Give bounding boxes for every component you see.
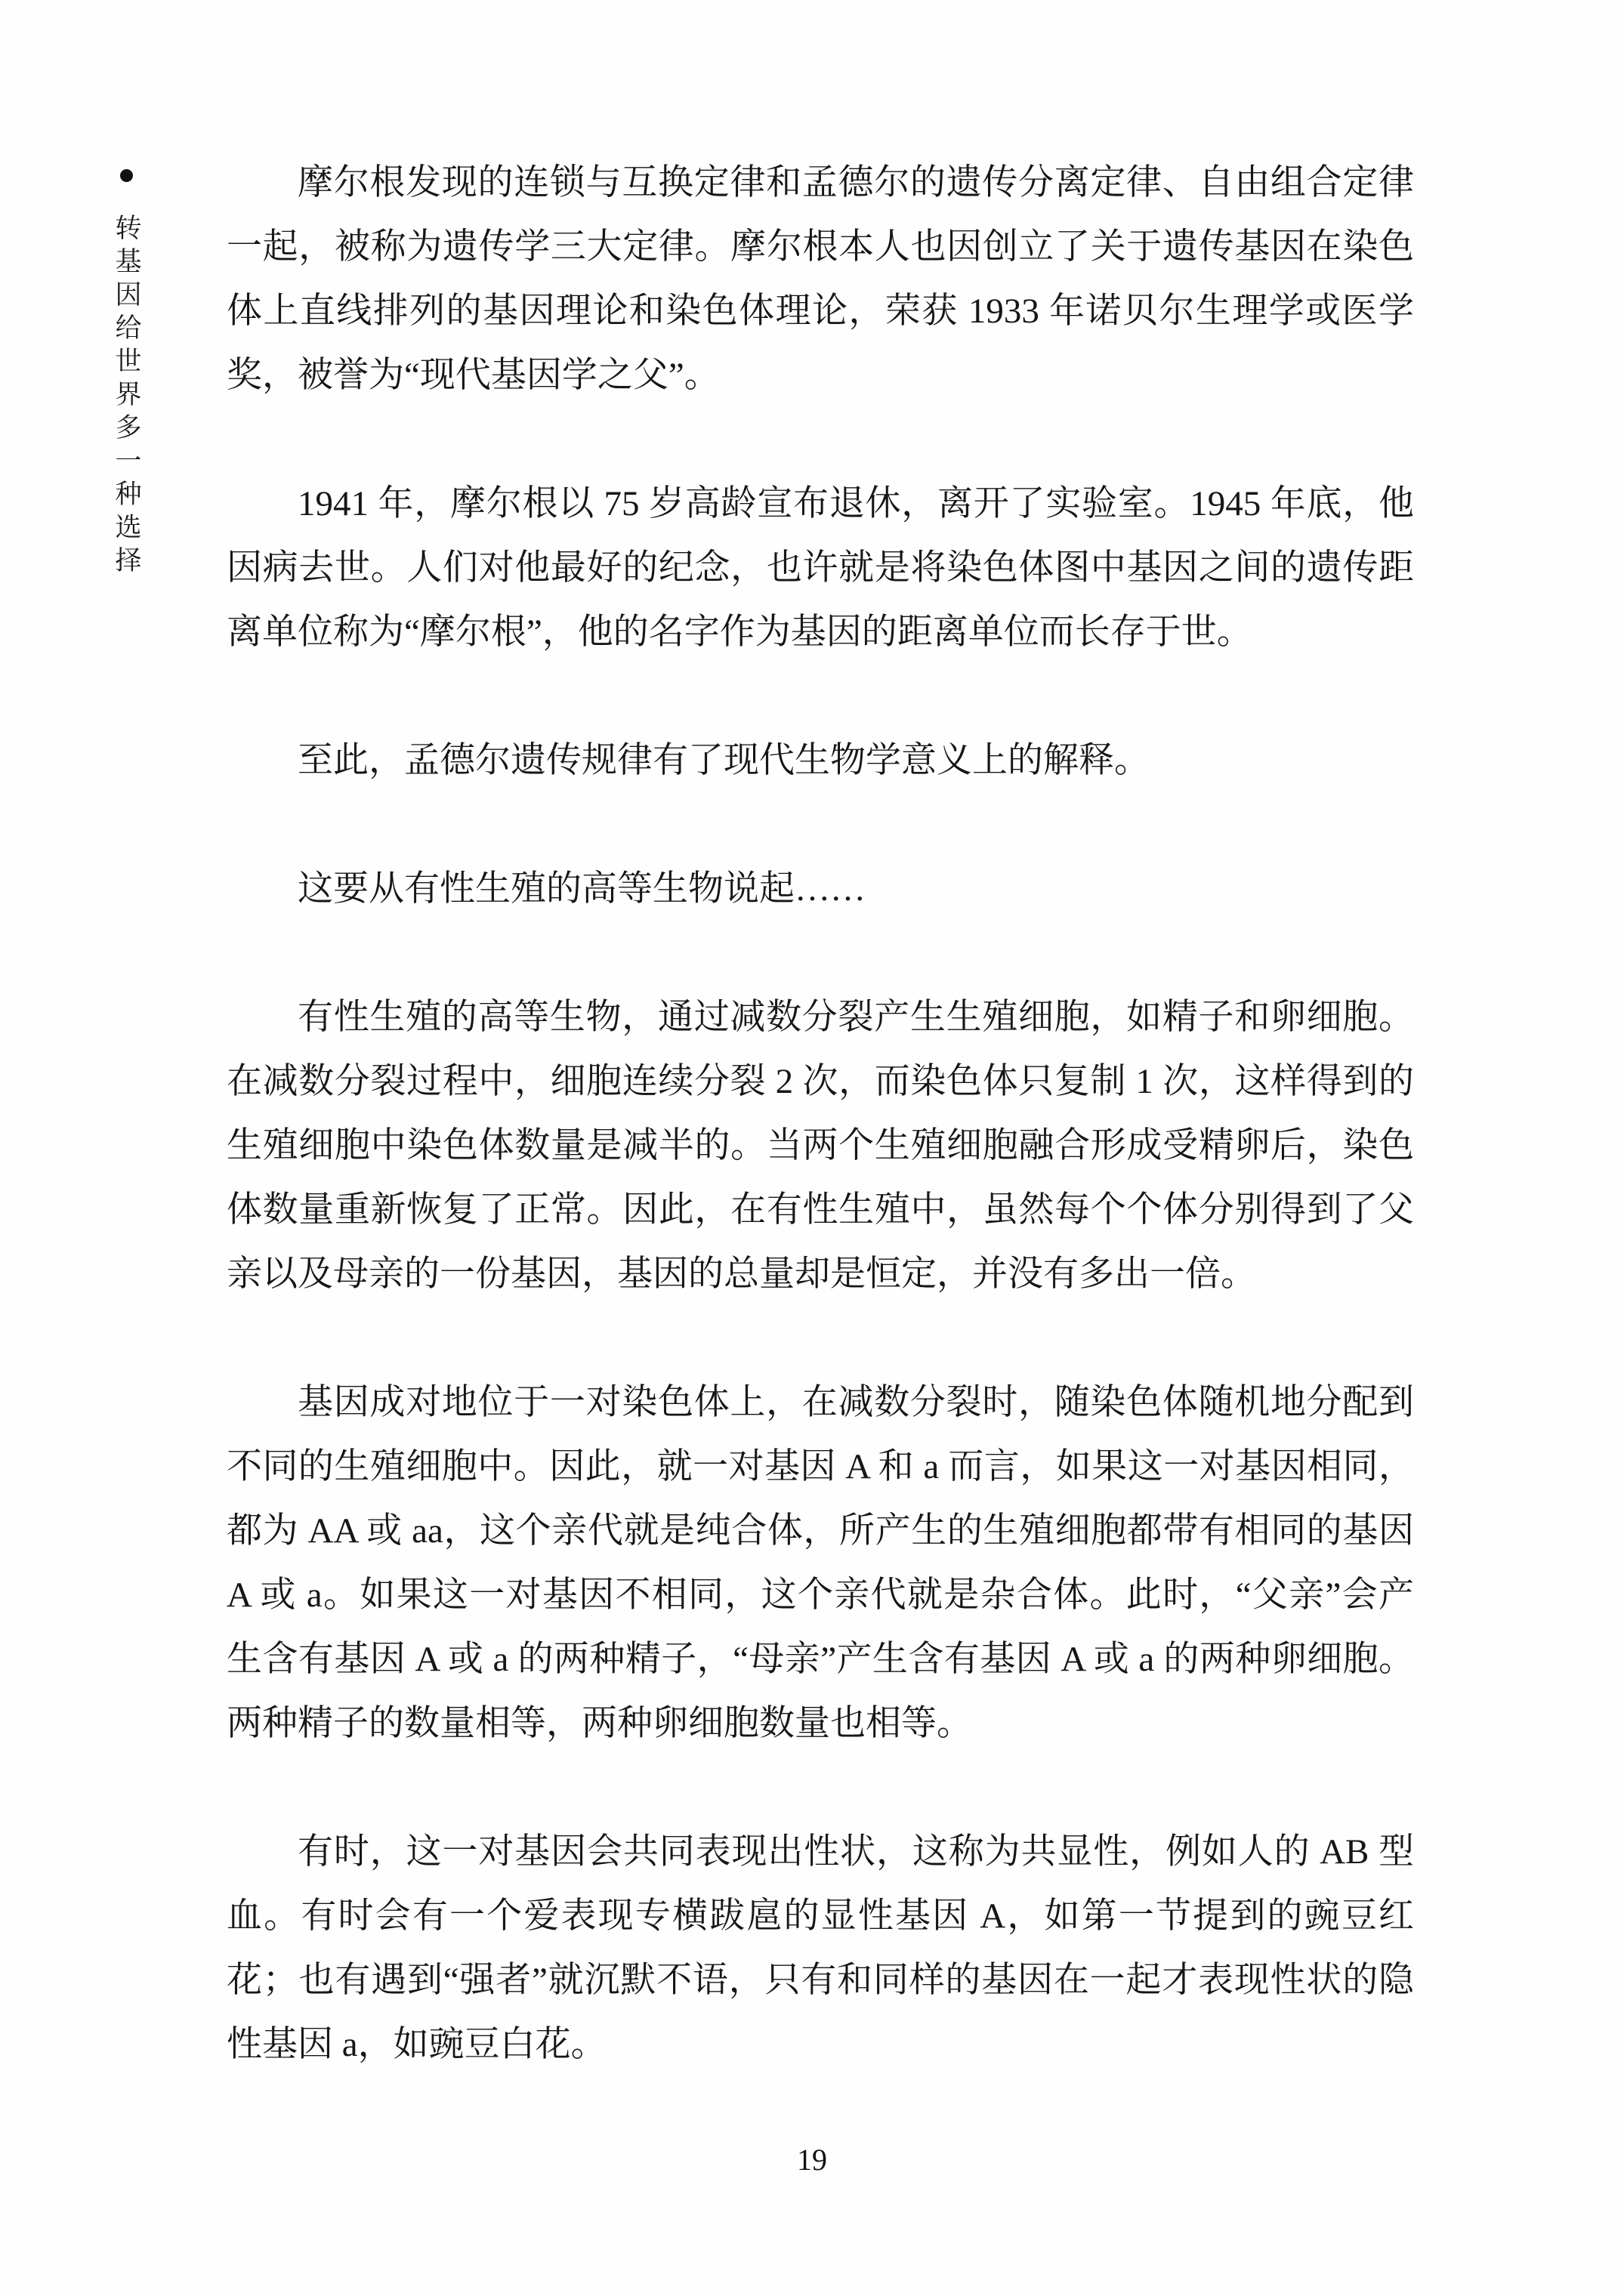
page-number: 19: [797, 2143, 827, 2177]
body-text-block: [227, 151, 1414, 2077]
body-paragraph: 这要从有性生殖的高等生物说起……: [298, 869, 866, 909]
body-paragraph: 1941 年，摩尔根以 75 岁高龄宣布退休，离开了实验室。1945 年底，他因病去世。人们对他最好的纪念，也许就是将染色体图中基因之间的遗传距离单位称为“摩尔根”，他的名字作为基因的距离单位而长存于世。: [227, 484, 1414, 652]
sidebar-book-title: [108, 169, 144, 579]
body-paragraph: 至此，孟德尔遗传规律有了现代生物学意义上的解释。: [298, 741, 1150, 780]
book-title-vertical: 转基因给世界多一种选择: [112, 214, 141, 579]
body-paragraph: 基因成对地位于一对染色体上，在减数分裂时，随染色体随机地分配到不同的生殖细胞中。因此，就一对基因 A 和 a 而言，如果这一对基因相同，都为 AA 或 aa，这个亲代就是纯合体，所产生的生殖细胞都带有相同的基因 A 或 a。如果这一对基因不相同，这个亲代就是杂合体。此时，“父亲”会产生含有基因 A 或 a 的两种精子，“母亲”产生含有基因 A 或 a 的两种卵细胞。两种精子的数量相等，两种卵细胞数量也相等。: [227, 1383, 1414, 1743]
body-paragraph: 有时，这一对基因会共同表现出性状，这称为共显性，例如人的 AB 型血。有时会有一个爱表现专横跋扈的显性基因 A，如第一节提到的豌豆红花；也有遇到“强者”就沉默不语，只有和同样的基因在一起才表现性状的隐性基因 a，如豌豆白花。: [227, 1832, 1414, 2064]
section-bullet-icon: [120, 169, 133, 182]
body-paragraph: 有性生殖的高等生物，通过减数分裂产生生殖细胞，如精子和卵细胞。在减数分裂过程中，细胞连续分裂 2 次，而染色体只复制 1 次，这样得到的生殖细胞中染色体数量是减半的。当两个生殖细胞融合形成受精卵后，染色体数量重新恢复了正常。因此，在有性生殖中，虽然每个个体分别得到了父亲以及母亲的一份基因，基因的总量却是恒定，并没有多出一倍。: [227, 998, 1414, 1294]
body-paragraph: 摩尔根发现的连锁与互换定律和孟德尔的遗传分离定律、自由组合定律一起，被称为遗传学三大定律。摩尔根本人也因创立了关于遗传基因在染色体上直线排列的基因理论和染色体理论，荣获 1933 年诺贝尔生理学或医学奖，被誉为“现代基因学之父”。: [227, 163, 1414, 395]
